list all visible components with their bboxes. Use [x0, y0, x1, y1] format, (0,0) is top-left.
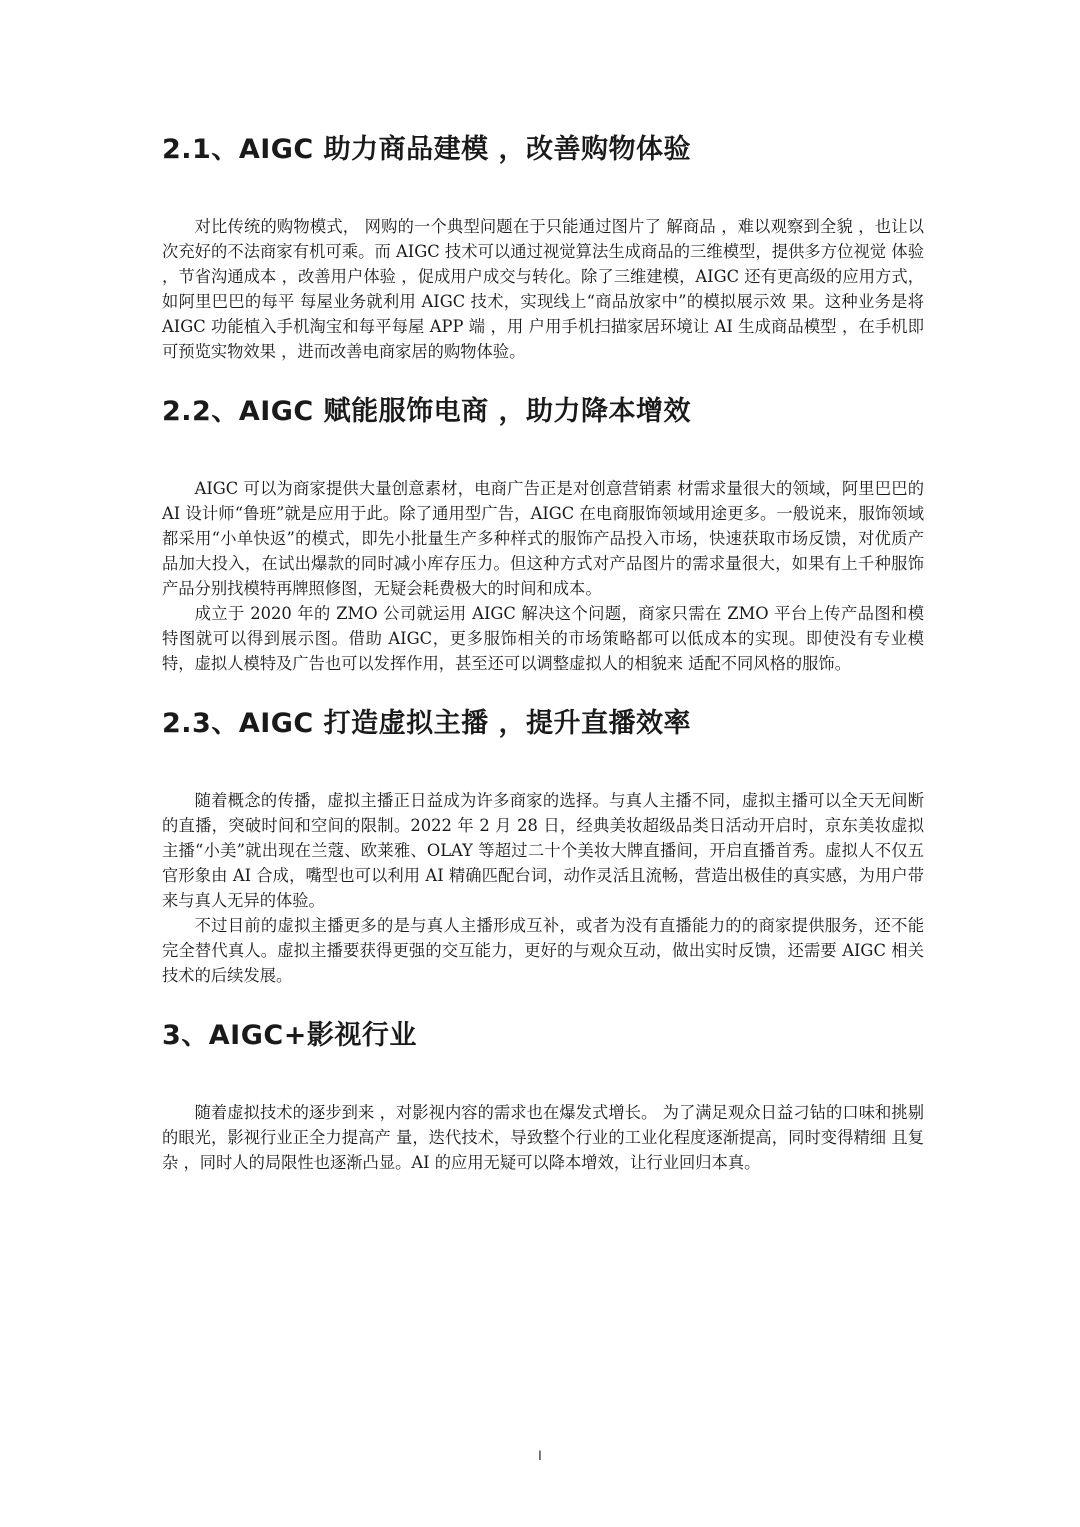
section-2-2: [162, 382, 924, 676]
paragraph: 成立于 2020 年的 ZMO 公司就运用 AIGC 解决这个问题，商家只需在 ZMO 平台上传产品图和模特图就可以得到展示图。借助 AIGC，更多服饰相关的市场策略都可以低成本的实现。即使没有专业模特，虚拟人模特及广告也可以发挥作用，甚至还可以调整虚拟人的相貌来 适配不同风格的服饰。: [162, 604, 924, 673]
paragraph: 随着概念的传播，虚拟主播正日益成为许多商家的选择。与真人主播不同，虚拟主播可以全天无间断的直播，突破时间和空间的限制。2022 年 2 月 28 日，经典美妆超级品类日活动开启时，京东美妆虚拟主播“小美”就出现在兰蔻、欧莱雅、OLAY 等超过二十个美妆大牌直播间，开启直播首秀。虚拟人不仅五官形象由 AI 合成，嘴型也可以利用 AI 精确匹配台词，动作灵活且流畅，营造出极佳的真实感，为用户带来与真人无异的体验。: [162, 791, 924, 910]
section-3: [162, 1006, 924, 1175]
section-heading: 3、AIGC+影视行业: [162, 1020, 417, 1051]
paragraph: 随着虚拟技术的逐步到来 ，对影视内容的需求也在爆发式增长。 为了满足观众日益刁钻的口味和挑剔的眼光，影视行业正全力提高产 量，迭代技术，导致整个行业的工业化程度逐渐提高，同时变得精细 且复杂 ，同时人的局限性也逐渐凸显。AI 的应用无疑可以降本增效，让行业回归本真。: [162, 1103, 924, 1172]
paragraph: 对比传统的购物模式， 网购的一个典型问题在于只能通过图片了 解商品 ，难以观察到全貌 ，也让以次充好的不法商家有机可乘。而 AIGC 技术可以通过视觉算法生成商品的三维模型，提供多方位视觉 体验 ，节省沟通成本 ，改善用户体验 ，促成用户成交与转化。除了三维建模，AIGC 还有更高级的应用方式，如阿里巴巴的每平 每屋业务就利用 AIGC 技术，实现线上“商品放家中”的模拟展示效 果。这种业务是将 AIGC 功能植入手机淘宝和每平每屋 APP 端 ，用 户用手机扫描家居环境让 AI 生成商品模型 ，在手机即可预览实物效果 ，进而改善电商家居的购物体验。: [162, 217, 924, 361]
section-heading: 2.1、AIGC 助力商品建模 ，改善购物体验: [162, 134, 692, 165]
paragraph: 不过目前的虚拟主播更多的是与真人主播形成互补，或者为没有直播能力的的商家提供服务，还不能完全替代真人。虚拟主播要获得更强的交互能力，更好的与观众互动，做出实时反馈，还需要 AIGC 相关技术的后续发展。: [162, 916, 924, 985]
section-heading: 2.3、AIGC 打造虚拟主播 ，提升直播效率: [162, 708, 692, 739]
page-number: I: [538, 1447, 542, 1463]
section-heading: 2.2、AIGC 赋能服饰电商 ，助力降本增效: [162, 396, 692, 427]
document-page: [162, 120, 924, 1175]
section-2-3: [162, 694, 924, 988]
section-2-1: [162, 120, 924, 364]
paragraph: AIGC 可以为商家提供大量创意素材，电商广告正是对创意营销素 材需求量很大的领域，阿里巴巴的 AI 设计师“鲁班”就是应用于此。除了通用型广告，AIGC 在电商服饰领域用途更多。一般说来，服饰领域都采用“小单快返”的模式，即先小批量生产多种样式的服饰产品投入市场，快速获取市场反馈，对优质产品加大投入，在试出爆款的同时减小库存压力。但这种方式对产品图片的需求量很大，如果有上千种服饰产品分别找模特再牌照修图，无疑会耗费极大的时间和成本。: [162, 479, 924, 598]
